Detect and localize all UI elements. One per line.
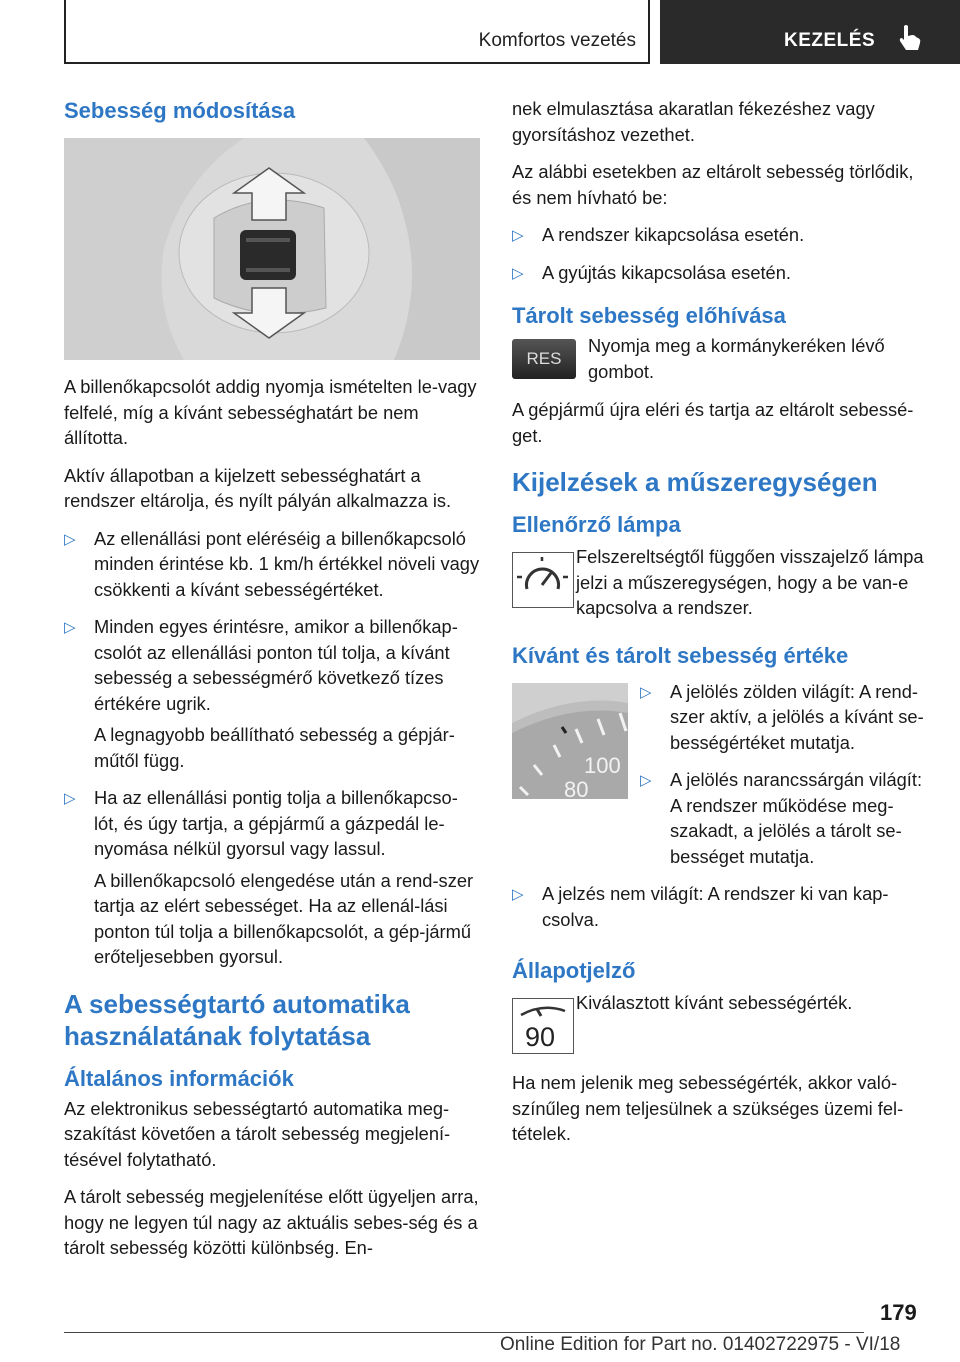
bullet-list — [512, 222, 928, 285]
gauge-label-100: 100 — [584, 752, 621, 778]
pointing-hand-icon — [896, 24, 922, 52]
bullet-list — [64, 526, 482, 970]
paragraph: A tárolt sebesség megjelenítése előtt ügyeljen arra, hogy ne legyen túl nagy az aktuális sebes-ség és a tárolt sebesség közötti különbség. En- — [64, 1186, 479, 1258]
header-tab-label: KEZELÉS — [784, 30, 876, 51]
steering-wheel-rocker-image — [64, 138, 480, 360]
paragraph: Az alábbi esetekben az eltárolt sebesség törlődik, és nem hívható be: — [512, 161, 914, 208]
list-item: ▷ A jelölés narancssárgán világít: A rendszer működése meg-szakadt, a jelölés a tárolt se-bességet mutatja. — [640, 769, 923, 867]
footer-edition: Online Edition for Part no. 01402722975 - VI/18 — [500, 1334, 901, 1355]
list-item: ▷ Ha az ellenállási pontig tolja a billenőkapcso-lót, és úgy tartja, a gépjármű a gázpedál le-nyomása nélkül gyorsul vagy lassul. A billenőkapcsoló elengedése után a rend-szer tartja az elért sebességet. Ha az ellenál-lási ponton túl tolja a billenőkapcsolót, a gép-jármű erőteljesebben gyorsul. — [64, 785, 482, 970]
res-text: Nyomja meg a kormánykeréken lévő gombot. — [588, 335, 885, 382]
paragraph: Az elektronikus sebességtartó automatika meg-szakítást követően a tárolt sebesség megjelení-tésével folytatható. — [64, 1097, 451, 1170]
paragraph: A billenőkapcsolót addig nyomja ismételten le-vagy felfelé, míg a kívánt sebességhatárt be nem állította. — [64, 376, 477, 448]
heading-speed-value: Kívánt és tárolt sebesség értéke — [512, 642, 849, 668]
list-item: ▷ A jelzés nem világít: A rendszer ki van kap-csolva. — [512, 883, 889, 930]
status-number: 90 — [525, 1022, 556, 1052]
list-item: ▷ A rendszer kikapcsolása esetén. — [512, 222, 928, 248]
paragraph: nek elmulasztása akaratlan fékezéshez vagy gyorsításhoz vezethet. — [512, 98, 875, 145]
header-tab — [660, 0, 960, 64]
steering-wheel-illustration — [64, 138, 480, 360]
list-item: ▷ A gyújtás kikapcsolása esetén. — [512, 260, 928, 286]
sub-paragraph: A billenőkapcsoló elengedése után a rend-szer tartja az elért sebességet. Ha az ellenál-lási ponton túl tolja a billenőkapcsolót, a gép-jármű erőteljesebben gyorsul. — [94, 869, 474, 967]
heading-indicator-lamp: Ellenőrző lámpa — [512, 512, 681, 537]
triangle-bullet-icon: ▷ — [640, 683, 652, 701]
res-row — [512, 333, 928, 385]
heading-recall: Tárolt sebesség előhívása — [512, 303, 786, 328]
paragraph: Aktív állapotban a kijelzett sebességhatárt a rendszer eltárolja, és nyílt pályán alkalmazza is. — [64, 464, 452, 511]
status-row — [512, 990, 928, 1050]
gauge-block — [512, 679, 928, 870]
paragraph: A gépjármű újra eléri és tartja az eltárolt sebessé-get. — [512, 399, 914, 446]
lamp-row — [512, 544, 928, 621]
sub-paragraph: A legnagyobb beállítható sebesség a gépjár-műtől függ. — [94, 724, 455, 771]
bullet-list — [640, 679, 928, 870]
res-button-icon: RES — [512, 339, 576, 379]
heading-display: Kijelzések a műszeregységen — [512, 467, 878, 497]
heading-speed-change: Sebesség módosítása — [64, 98, 296, 123]
page-number: 179 — [880, 1300, 917, 1325]
triangle-bullet-icon: ▷ — [64, 530, 76, 548]
cruise-control-lamp-icon — [512, 552, 574, 608]
bullet-list — [512, 881, 928, 932]
lamp-text: Felszereltségtől függően visszajelző lámpa jelzi a műszeregységen, hogy a be van-e kapcsolva a rendszer. — [576, 546, 924, 618]
status-text: Kiválasztott kívánt sebességérték. — [576, 992, 853, 1013]
triangle-bullet-icon: ▷ — [64, 790, 76, 807]
triangle-bullet-icon: ▷ — [64, 619, 76, 636]
left-column — [64, 96, 482, 1273]
heading-resume: A sebességtartó automatika használatának folytatása — [64, 988, 410, 1051]
list-item: ▷ A jelölés zölden világít: A rend-szer aktív, a jelölés a kívánt se-bességértéket mutatja. — [640, 680, 924, 753]
gauge-label-80: 80 — [564, 776, 589, 799]
footer-divider — [64, 1332, 864, 1333]
speedometer-image — [512, 683, 628, 799]
list-item: ▷ Az ellenállási pont eléréséig a billenőkapcsoló minden érintése kb. 1 km/h értékkel növeli vagy csökkenti a kívánt sebességértéket. — [64, 527, 480, 600]
heading-status: Állapotjelző — [512, 958, 636, 983]
triangle-bullet-icon: ▷ — [512, 264, 524, 282]
triangle-bullet-icon: ▷ — [512, 227, 524, 244]
header-title: Komfortos vezetés — [478, 30, 636, 51]
set-speed-status-icon — [512, 998, 574, 1054]
triangle-bullet-icon: ▷ — [512, 886, 524, 903]
list-item: ▷ Minden egyes érintésre, amikor a billenőkap-csolót az ellenállási ponton túl tolja, a kívánt sebesség a sebességmérő következő tízes értékére ugrik. A legnagyobb beállítható sebesség a gépjár-műtől függ. — [64, 614, 482, 773]
right-column — [512, 96, 928, 1159]
triangle-bullet-icon: ▷ — [640, 772, 652, 789]
heading-general-info: Általános információk — [64, 1065, 294, 1091]
paragraph: Ha nem jelenik meg sebességérték, akkor való-színűleg nem teljesülnek a szükséges üzemi fel-tételek. — [512, 1072, 904, 1144]
